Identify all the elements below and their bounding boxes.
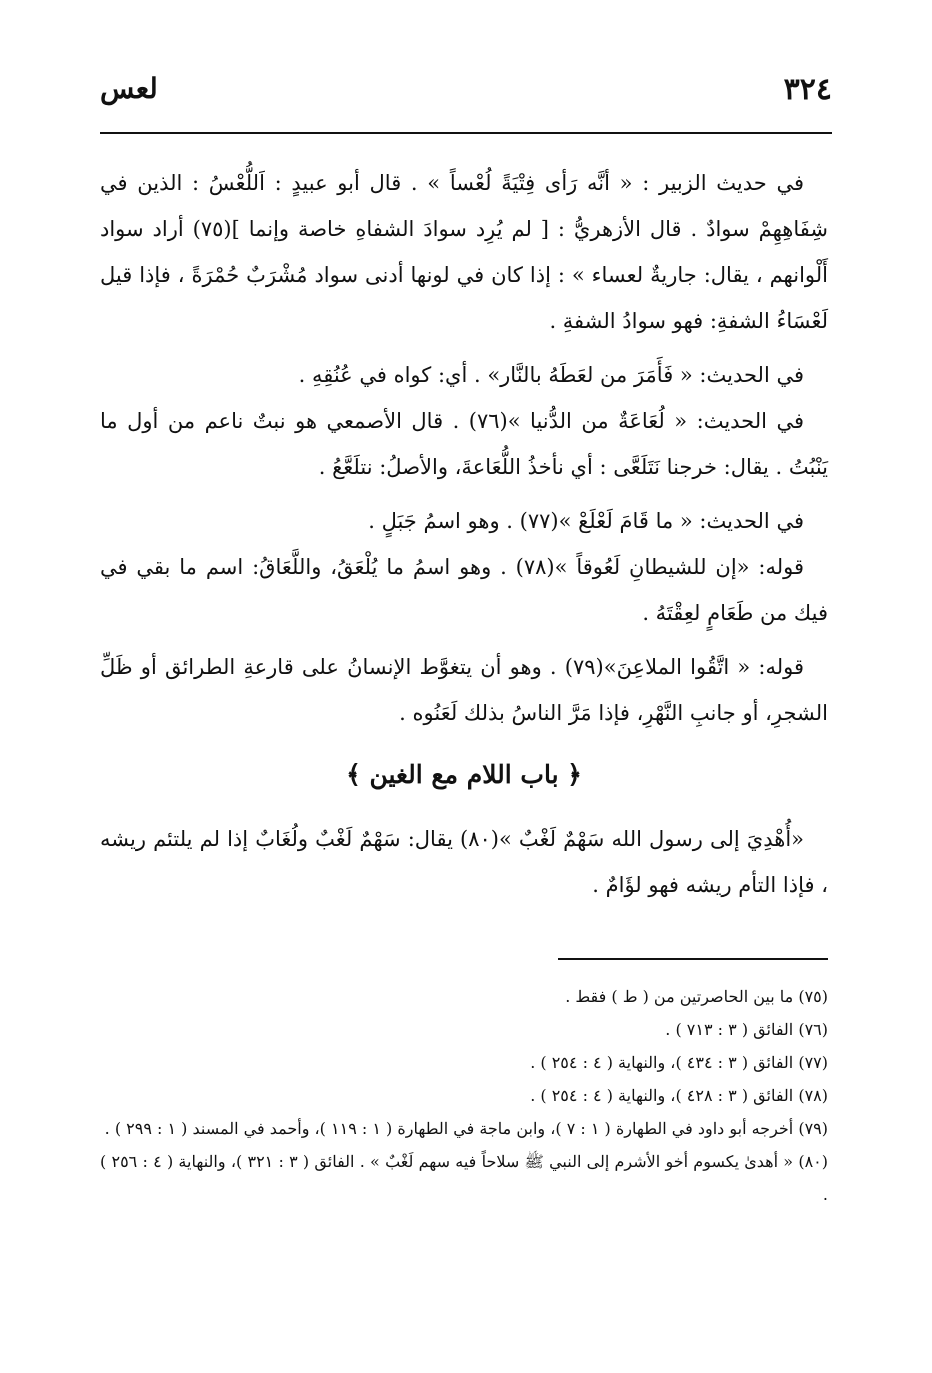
chapter-heading: ﴿ باب اللام مع الغين ﴾ (346, 760, 582, 789)
header-rule (100, 132, 832, 134)
page-header (100, 72, 832, 130)
footnote-79: (٧٩) أخرجه أبو داود في الطهارة ( ١ : ٧ )، وابن ماجة في الطهارة ( ١ : ١١٩ )، وأحمد في المسند ( ١ : ٢٩٩ ) . (104, 1119, 828, 1138)
paragraph-luuq: قوله: «إن للشيطانِ لَعُوقاً »(٧٨) . وهو اسمُ ما يُلْعَقُ، واللَّعَاقُ: اسم ما بقي في فيك من طَعَامٍ لعِقْتَهُ . (100, 555, 828, 625)
main-text (100, 160, 828, 916)
paragraph-lus: في حديث الزبير : « أنَّه رَأى فِتْيَةً لُعْساً » . قال أبو عبيدٍ : اَللُّعْسُ : الذين في شِفَاهِهِمْ سوادٌ . قال الأزهريُّ : [ لم يُرِد سوادَ الشفاهِ خاصة وإنما ](٧٥) أراد سواد أَلْوانهم ، يقال: جاريةٌ لعساء » : إذا كان في لونها أدنى سواد مُشْرَبٌ حُمْرَةً ، فإذا قيل لَعْسَاءُ الشفةِ: فهو سوادُ الشفةِ . (100, 171, 828, 333)
footnote-78: (٧٨) الفائق ( ٣ : ٤٢٨ )، والنهاية ( ٤ : ٢٥٤ ) . (530, 1086, 828, 1105)
paragraph-lalaa: في الحديث: « ما قَامَ لَعْلَعْ »(٧٧) . وهو اسمُ جَبَلٍ . (368, 509, 804, 533)
page-number: ٣٢٤ (783, 72, 832, 107)
footnote-rule (558, 958, 828, 960)
footnote-75: (٧٥) ما بين الحاصرتين من ( ط ) فقط . (565, 987, 828, 1006)
paragraph-luaaa: في الحديث: « لُعَاعَةٌ من الدُّنيا »(٧٦) . قال الأصمعي هو نبتٌ ناعم من أول ما يَنْبُتُ . يقال: خرجنا نَتَلَعَّى : أي نأخذُ اللُّعَاعةَ، والأصلُ: نتلَعَّعُ . (100, 409, 828, 479)
paragraph-malaain: قوله: « اتَّقُوا الملاعِنَ»(٧٩) . وهو أن يتغوَّط الإنسانُ على قارعةِ الطرائق أو ظَلِّ الشجرِ، أو جانبِ النَّهْرِ، فإذا مَرَّ الناسُ بذلك لَعَنُوه . (100, 655, 828, 725)
footnote-77: (٧٧) الفائق ( ٣ : ٤٣٤ )، والنهاية ( ٤ : ٢٥٤ ) . (530, 1053, 828, 1072)
paragraph-laghb: «أُهْدِيَ إلى رسول الله سَهْمٌ لَغْبٌ »(٨٠) يقال: سَهْمٌ لَغْبٌ ولُغَابٌ إذا لم يلتئم ريشه ، فإذا التأم ريشه فهو لؤَامٌ . (100, 827, 828, 897)
footnote-80: (٨٠) « أهدىٰ يكسوم أخو الأشرم إلى النبي ﷺ سلاحاً فيه سهم لَغْبٌ » . الفائق ( ٣ : ٣٢١ )، والنهاية ( ٤ : ٢٥٦ ) . (100, 1152, 829, 1204)
footnote-76: (٧٦) الفائق ( ٣ : ٧١٣ ) . (665, 1020, 828, 1039)
footnotes (100, 980, 828, 1211)
running-head: لعس (100, 72, 158, 105)
paragraph-lataha: في الحديث: « فَأَمَرَ من لعَطَهُ بالنَّار» . أي: كواه في عُنُقِهِ . (298, 363, 804, 387)
